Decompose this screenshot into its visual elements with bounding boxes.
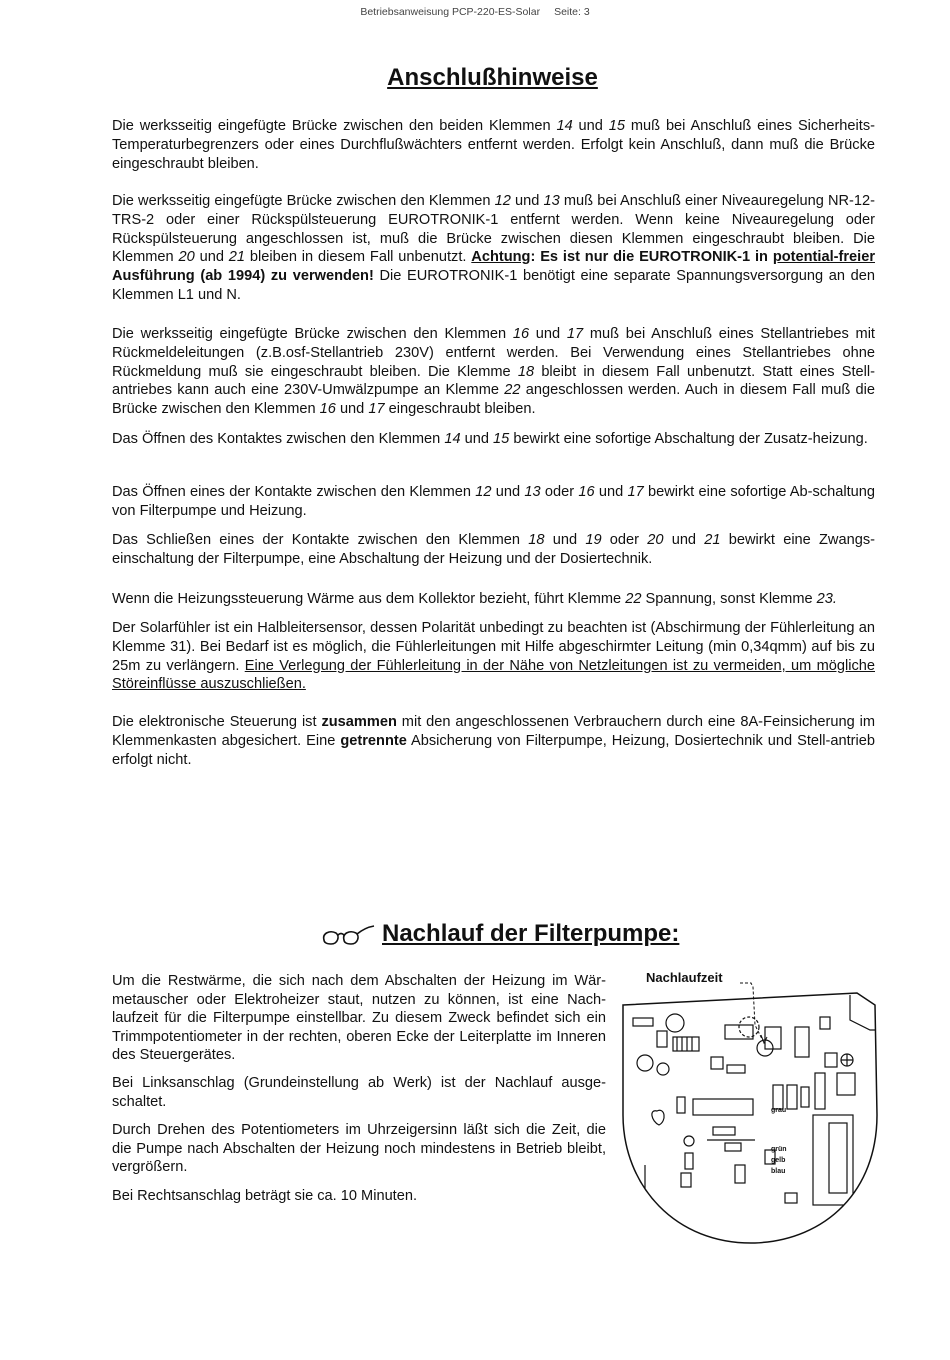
glasses-icon [320,924,376,948]
paragraph-5: Das Öffnen eines der Kontakte zwischen den Klemmen 12 und 13 oder 16 und 17 bewirkt eine sofortige Ab-schaltung von Filterpumpe und Heizung. [112,484,875,519]
section-title-nachlauf: Nachlauf der Filterpumpe: [382,920,680,947]
wire-label-grau: grau [771,1107,787,1114]
nachlauf-paragraph-4: Bei Rechtsanschlag beträgt sie ca. 10 Minuten. [112,1188,418,1204]
paragraph-8: Der Solarfühler ist ein Halbleitersensor, dessen Polarität unbedingt zu beachten ist (Abschirmung der Fühlerleitung an Klemme 31). Bei Bedarf ist es möglich, die Fühlerleitungen mit Hilfe abgeschirmter Leitung (min 0,34qmm) auf bis zu 25m zu verlängern. Eine Verlegung der Fühlerleitung in der Nähe von Netzleitungen ist zu vermeiden, um mögliche Störeinflüsse auszuschließen. [112,620,875,693]
wire-label-gruen: grün [771,1146,787,1153]
paragraph-6: Das Schließen eines der Kontakte zwischen den Klemmen 18 und 19 oder 20 und 21 bewirkt eine Zwangs-einschaltung der Filterpumpe, eine Abschaltung der Heizung und der Dosiertechnik. [112,532,875,567]
paragraph-3: Die werksseitig eingefügte Brücke zwischen den Klemmen 16 und 17 muß bei Anschluß eines Stellantriebes mit Rückmeldeleitungen (z.B.osf-Stellantrieb 230V) entfernt werden. Bei Verwendung eines Stellantriebes ohne Rückmeldung muß sie eingeschraubt bleiben. Die Klemme 18 bleibt in diesem Fall unbenutzt. Statt eines Stell-antriebes kann auch eine 230V-Umwälzpumpe an Klemme 22 angeschlossen werden. Auch in diesem Fall muß die Brücke zwischen den Klemmen 16 und 17 eingeschraubt bleiben. [112,326,875,418]
section-title-anschluss: Anschlußhinweise [387,64,598,91]
paragraph-9: Die elektronische Steuerung ist zusammen mit den angeschlossenen Verbrauchern durch eine 8A-Feinsicherung im Klemmenkasten abgesichert. Eine getrennte Absicherung von Filterpumpe, Heizung, Dosiertechnik und Stell-antrieb erfolgt nicht. [112,714,876,768]
nachlauf-paragraph-3: Durch Drehen des Potentiometers im Uhrzeigersinn läßt sich die Zeit, die die Pumpe nach Abschalten der Heizung noch mindestens in Betrieb bleibt, vergrößern. [112,1122,606,1175]
diagram-label: Nachlaufzeit [646,970,723,985]
nachlauf-paragraph-2: Bei Linksanschlag (Grundeinstellung ab Werk) ist der Nachlauf ausge-schaltet. [112,1075,606,1110]
document-name: Betriebsanweisung PCP-220-ES-Solar [360,6,541,18]
wire-label-gelb: gelb [771,1157,786,1164]
page-number: Seite: 3 [554,6,590,18]
paragraph-2: Die werksseitig eingefügte Brücke zwischen den Klemmen 12 und 13 muß bei Anschluß einer Niveauregelung NR-12-TRS-2 oder einer Rückspülsteuerung EUROTRONIK-1 entfernt werden. Wenn keine Niveauregelung oder Rückspülsteuerung angeschlossen ist, muß die Brücke zwischen diesen Klemmen eingeschraubt bleiben. Die Klemmen 20 und 21 bleiben in diesem Fall unbenutzt. Achtung: Es ist nur die EUROTRONIK-1 in potential-freier Ausführung (ab 1994) zu verwenden! Die EUROTRONIK-1 benötigt eine separate Spannungsversorgung an den Klemmen L1 und N. [112,193,875,303]
circuit-board-diagram [615,965,880,1245]
section-heading-nachlauf [320,920,720,952]
wire-label-blau: blau [771,1168,786,1175]
nachlauf-paragraph-1: Um die Restwärme, die sich nach dem Abschalten der Heizung im Wär-metauscher oder Elektroheizer staut, nutzen zu können, ist eine Nach-laufzeit für die Filterpumpe einstellbar. Zu diesem Zweck befindet sich ein Trimmpotentiometer in der rechten, oberen Ecke der Leiterplatte im Inneren des Steuergerätes. [112,973,606,1063]
paragraph-1: Die werksseitig eingefügte Brücke zwischen den beiden Klemmen 14 und 15 muß bei Anschluß eines Sicherheits-Temperaturbegrenzers oder eines Durchflußwächters entfernt werden. Erfolgt kein Anschluß, dann muß die Brücke eingeschraubt bleiben. [112,118,875,172]
page-header [0,6,950,18]
achtung-label: Achtung [471,249,531,266]
paragraph-4: Das Öffnen des Kontaktes zwischen den Klemmen 14 und 15 bewirkt eine sofortige Abschaltung der Zusatz-heizung. [112,431,868,447]
paragraph-7: Wenn die Heizungssteuerung Wärme aus dem Kollektor bezieht, führt Klemme 22 Spannung, sonst Klemme 23. [112,591,837,607]
